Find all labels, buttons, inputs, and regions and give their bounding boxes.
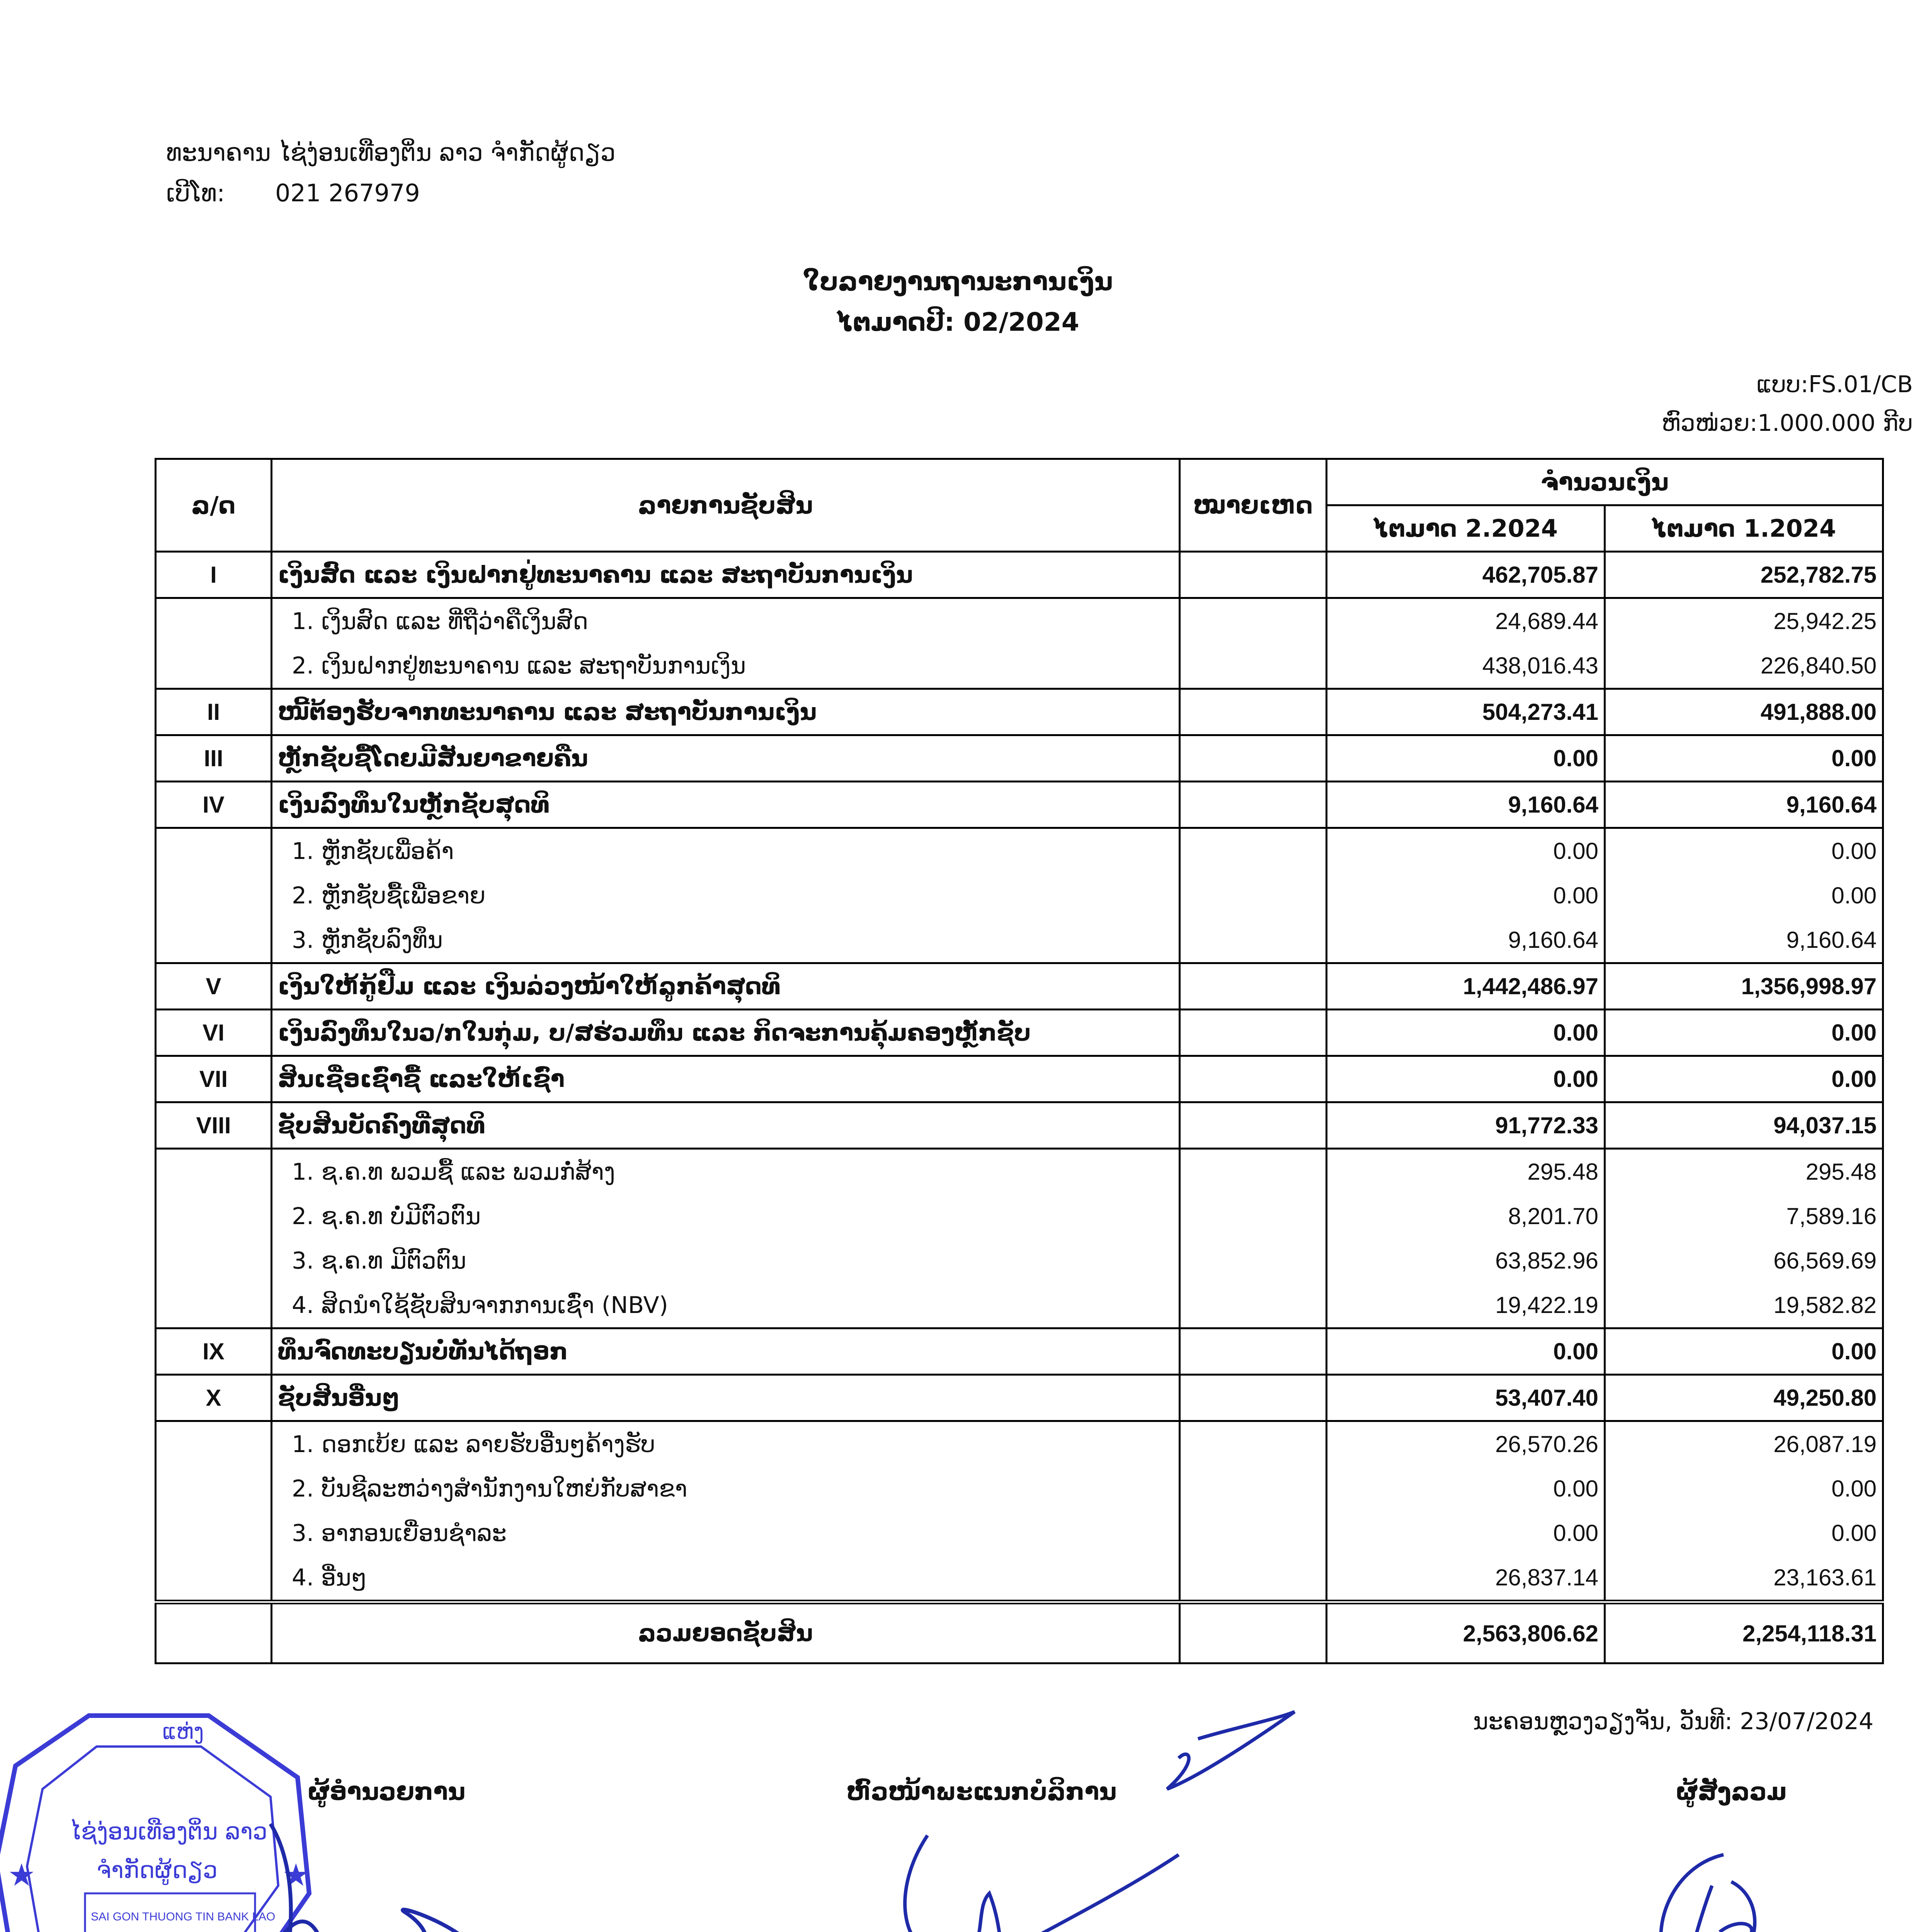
total-label: ລວມຍອດຊັບສິນ [272,1602,1180,1663]
row-q2-amount: 19,422.19 [1327,1283,1605,1328]
total-q2-amount: 2,563,806.62 [1327,1602,1605,1663]
row-q2-amount: 0.00 [1327,873,1605,918]
row-item: 2. ຊ.ຄ.ທ ບໍ່ມີຕົວຕົນ [272,1194,1180,1238]
compiler-signature [1661,1855,1755,1932]
row-item: ເງິນສົດ ແລະ ເງິນຝາກຢູ່ທະນາຄານ ແລະ ສະຖາບັນການເງິນ [272,552,1180,598]
document-period: ໄຕມາດປີ: 02/2024 [837,307,1079,337]
row-q2-amount: 0.00 [1327,1056,1605,1102]
row-item: 3. ຫຼັກຊັບລົງທຶນ [272,918,1180,963]
row-item: ໜີ້ຕ້ອງຮັບຈາກທະນາຄານ ແລະ ສະຖາບັນການເງິນ [272,689,1180,735]
stamp-en1: SAI GON THUONG TIN BANK LAO [91,1910,276,1923]
row-q2-amount: 8,201.70 [1327,1194,1605,1238]
row-number: VII [156,1056,272,1102]
stamp-line1: ໄຊ່ງ່ອນເທືອງຕິ່ນ ລາວ [70,1818,267,1845]
row-q2-amount: 63,852.96 [1327,1238,1605,1283]
col-header-no: ລ/ດ [156,459,272,552]
row-q1-amount: 0.00 [1605,1010,1883,1056]
row-q2-amount: 9,160.64 [1327,918,1605,963]
row-item: 1. ດອກເບ້ຍ ແລະ ລາຍຮັບອື່ນໆຄ້າງຮັບ [272,1421,1180,1467]
row-q2-amount: 0.00 [1327,1466,1605,1511]
row-item: ຊັບສິນບັດຄົງທີ່ສຸດທິ [272,1102,1180,1149]
row-item: ຊັບສິນອື່ນໆ [272,1375,1180,1421]
row-q2-amount: 0.00 [1327,1328,1605,1375]
bank-name: ທະນາຄານ ໄຊ່ງ່ອນເທືອງຕິ່ນ ລາວ ຈຳກັດຜູ້ດຽວ [166,138,616,167]
row-q2-amount: 462,705.87 [1327,552,1605,598]
row-number: VIII [156,1102,272,1149]
row-q1-amount: 0.00 [1605,828,1883,874]
row-q1-amount: 7,589.16 [1605,1194,1883,1238]
compiler-title: ຜູ້ສັງລວມ [1676,1777,1787,1806]
row-q2-amount: 9,160.64 [1327,782,1605,828]
form-code: ແບບ:FS.01/CB [1756,371,1913,398]
company-stamp [0,1716,310,1932]
stamp-star-icon: ★ [282,1857,310,1893]
row-q2-amount: 0.00 [1327,1511,1605,1555]
row-q1-amount: 25,942.25 [1605,598,1883,644]
col-header-q1: ໄຕມາດ 1.2024 [1605,505,1883,552]
row-number: VI [156,1010,272,1056]
row-q2-amount: 91,772.33 [1327,1102,1605,1149]
row-q2-amount: 504,273.41 [1327,689,1605,735]
service-head-signature [905,1712,1295,1932]
row-item: 4. ສິດນຳໃຊ້ຊັບສິນຈາກການເຊົ່າ (NBV) [272,1283,1180,1328]
phone-label: ເບີໂທ: [166,179,225,207]
row-item: 2. ຫຼັກຊັບຊື້ເພື່ອຂາຍ [272,873,1180,918]
row-number: II [156,689,272,735]
row-number: IX [156,1328,272,1375]
director-title: ຜູ້ອຳນວຍການ [307,1777,466,1806]
row-q1-amount: 0.00 [1605,1511,1883,1555]
row-q2-amount: 0.00 [1327,828,1605,874]
row-number: IV [156,782,272,828]
row-number: I [156,552,272,598]
col-header-amount: ຈຳນວນເງິນ [1327,459,1883,505]
row-item: ເງິນລົງທຶນໃນວ/ກໃນກຸ່ມ, ບ/ສຮ່ວມທຶນ ແລະ ກິດຈະການຄຸ້ມຄອງຫຼັກຊັບ [272,1010,1180,1056]
row-q2-amount: 26,837.14 [1327,1555,1605,1602]
row-item: ເງິນໃຫ້ກູ້ຢືມ ແລະ ເງິນລ່ວງໜ້າໃຫ້ລູກຄ້າສຸດທິ [272,963,1180,1010]
row-q2-amount: 438,016.43 [1327,643,1605,689]
row-q1-amount: 0.00 [1605,735,1883,782]
row-q1-amount: 23,163.61 [1605,1555,1883,1602]
row-item: 2. ເງິນຝາກຢູ່ທະນາຄານ ແລະ ສະຖາບັນການເງິນ [272,643,1180,689]
row-item: 2. ບັນຊີລະຫວ່າງສຳນັກງານໃຫຍ່ກັບສາຂາ [272,1466,1180,1511]
place-date: ນະຄອນຫຼວງວຽງຈັນ, ວັນທີ: 23/07/2024 [1473,1708,1873,1735]
row-item: 1. ຫຼັກຊັບເພື່ອຄ້າ [272,828,1180,874]
row-q1-amount: 252,782.75 [1605,552,1883,598]
col-header-note: ໝາຍເຫດ [1180,459,1327,552]
row-item: ທຶນຈົດທະບຽນບໍ່ທັນໄດ້ຖອກ [272,1328,1180,1375]
row-q1-amount: 0.00 [1605,1328,1883,1375]
row-item: 1. ຊ.ຄ.ທ ພວມຊື້ ແລະ ພວມກໍ່ສ້າງ [272,1149,1180,1194]
row-q2-amount: 0.00 [1327,735,1605,782]
total-q1-amount: 2,254,118.31 [1605,1602,1883,1663]
row-item: ສິນເຊື່ອເຊົ່າຊື້ ແລະໃຫ້ເຊົ່າ [272,1056,1180,1102]
col-header-item: ລາຍການຊັບສິນ [272,459,1180,552]
row-q1-amount: 26,087.19 [1605,1421,1883,1467]
col-header-q2: ໄຕມາດ 2.2024 [1327,505,1605,552]
row-q1-amount: 19,582.82 [1605,1283,1883,1328]
stamp-line2: ຈຳກັດຜູ້ດຽວ [97,1857,218,1884]
row-q1-amount: 94,037.15 [1605,1102,1883,1149]
row-q1-amount: 66,569.69 [1605,1238,1883,1283]
row-q2-amount: 0.00 [1327,1010,1605,1056]
row-q2-amount: 24,689.44 [1327,598,1605,644]
row-q2-amount: 53,407.40 [1327,1375,1605,1421]
row-number: X [156,1375,272,1421]
document-title: ໃບລາຍງານຖານະການເງິນ [803,267,1113,296]
row-q1-amount: 49,250.80 [1605,1375,1883,1421]
row-item: 3. ຊ.ຄ.ທ ມີຕົວຕົນ [272,1238,1180,1283]
row-q2-amount: 26,570.26 [1327,1421,1605,1467]
row-item: ຫຼັກຊັບຊື້ໂດຍມີສັນຍາຂາຍຄືນ [272,735,1180,782]
row-q1-amount: 9,160.64 [1605,918,1883,963]
currency-unit: ຫົວໜ່ວຍ:1.000.000 ກີບ [1661,410,1913,437]
row-q1-amount: 295.48 [1605,1149,1883,1194]
row-q1-amount: 0.00 [1605,873,1883,918]
row-item: 1. ເງິນສົດ ແລະ ທີ່ຖືວ່າຄືເງິນສົດ [272,598,1180,644]
phone-value: 021 267979 [275,179,420,207]
stamp-top-text: ແຫ່ງ [162,1719,204,1744]
stamp-star-icon: ★ [8,1857,36,1893]
row-q1-amount: 491,888.00 [1605,689,1883,735]
row-number: III [156,735,272,782]
row-q1-amount: 226,840.50 [1605,643,1883,689]
row-item: 3. ອາກອນເຍື່ອນຊຳລະ [272,1511,1180,1555]
row-q1-amount: 1,356,998.97 [1605,963,1883,1010]
row-number: V [156,963,272,1010]
row-item: ເງິນລົງທຶນໃນຫຼັກຊັບສຸດທິ [272,782,1180,828]
row-q1-amount: 0.00 [1605,1466,1883,1511]
row-q1-amount: 9,160.64 [1605,782,1883,828]
row-q2-amount: 1,442,486.97 [1327,963,1605,1010]
row-q2-amount: 295.48 [1327,1149,1605,1194]
service-head-title: ຫົວໜ້າພະແນກບໍລິການ [846,1777,1117,1806]
row-item: 4. ອື່ນໆ [272,1555,1180,1602]
row-q1-amount: 0.00 [1605,1056,1883,1102]
